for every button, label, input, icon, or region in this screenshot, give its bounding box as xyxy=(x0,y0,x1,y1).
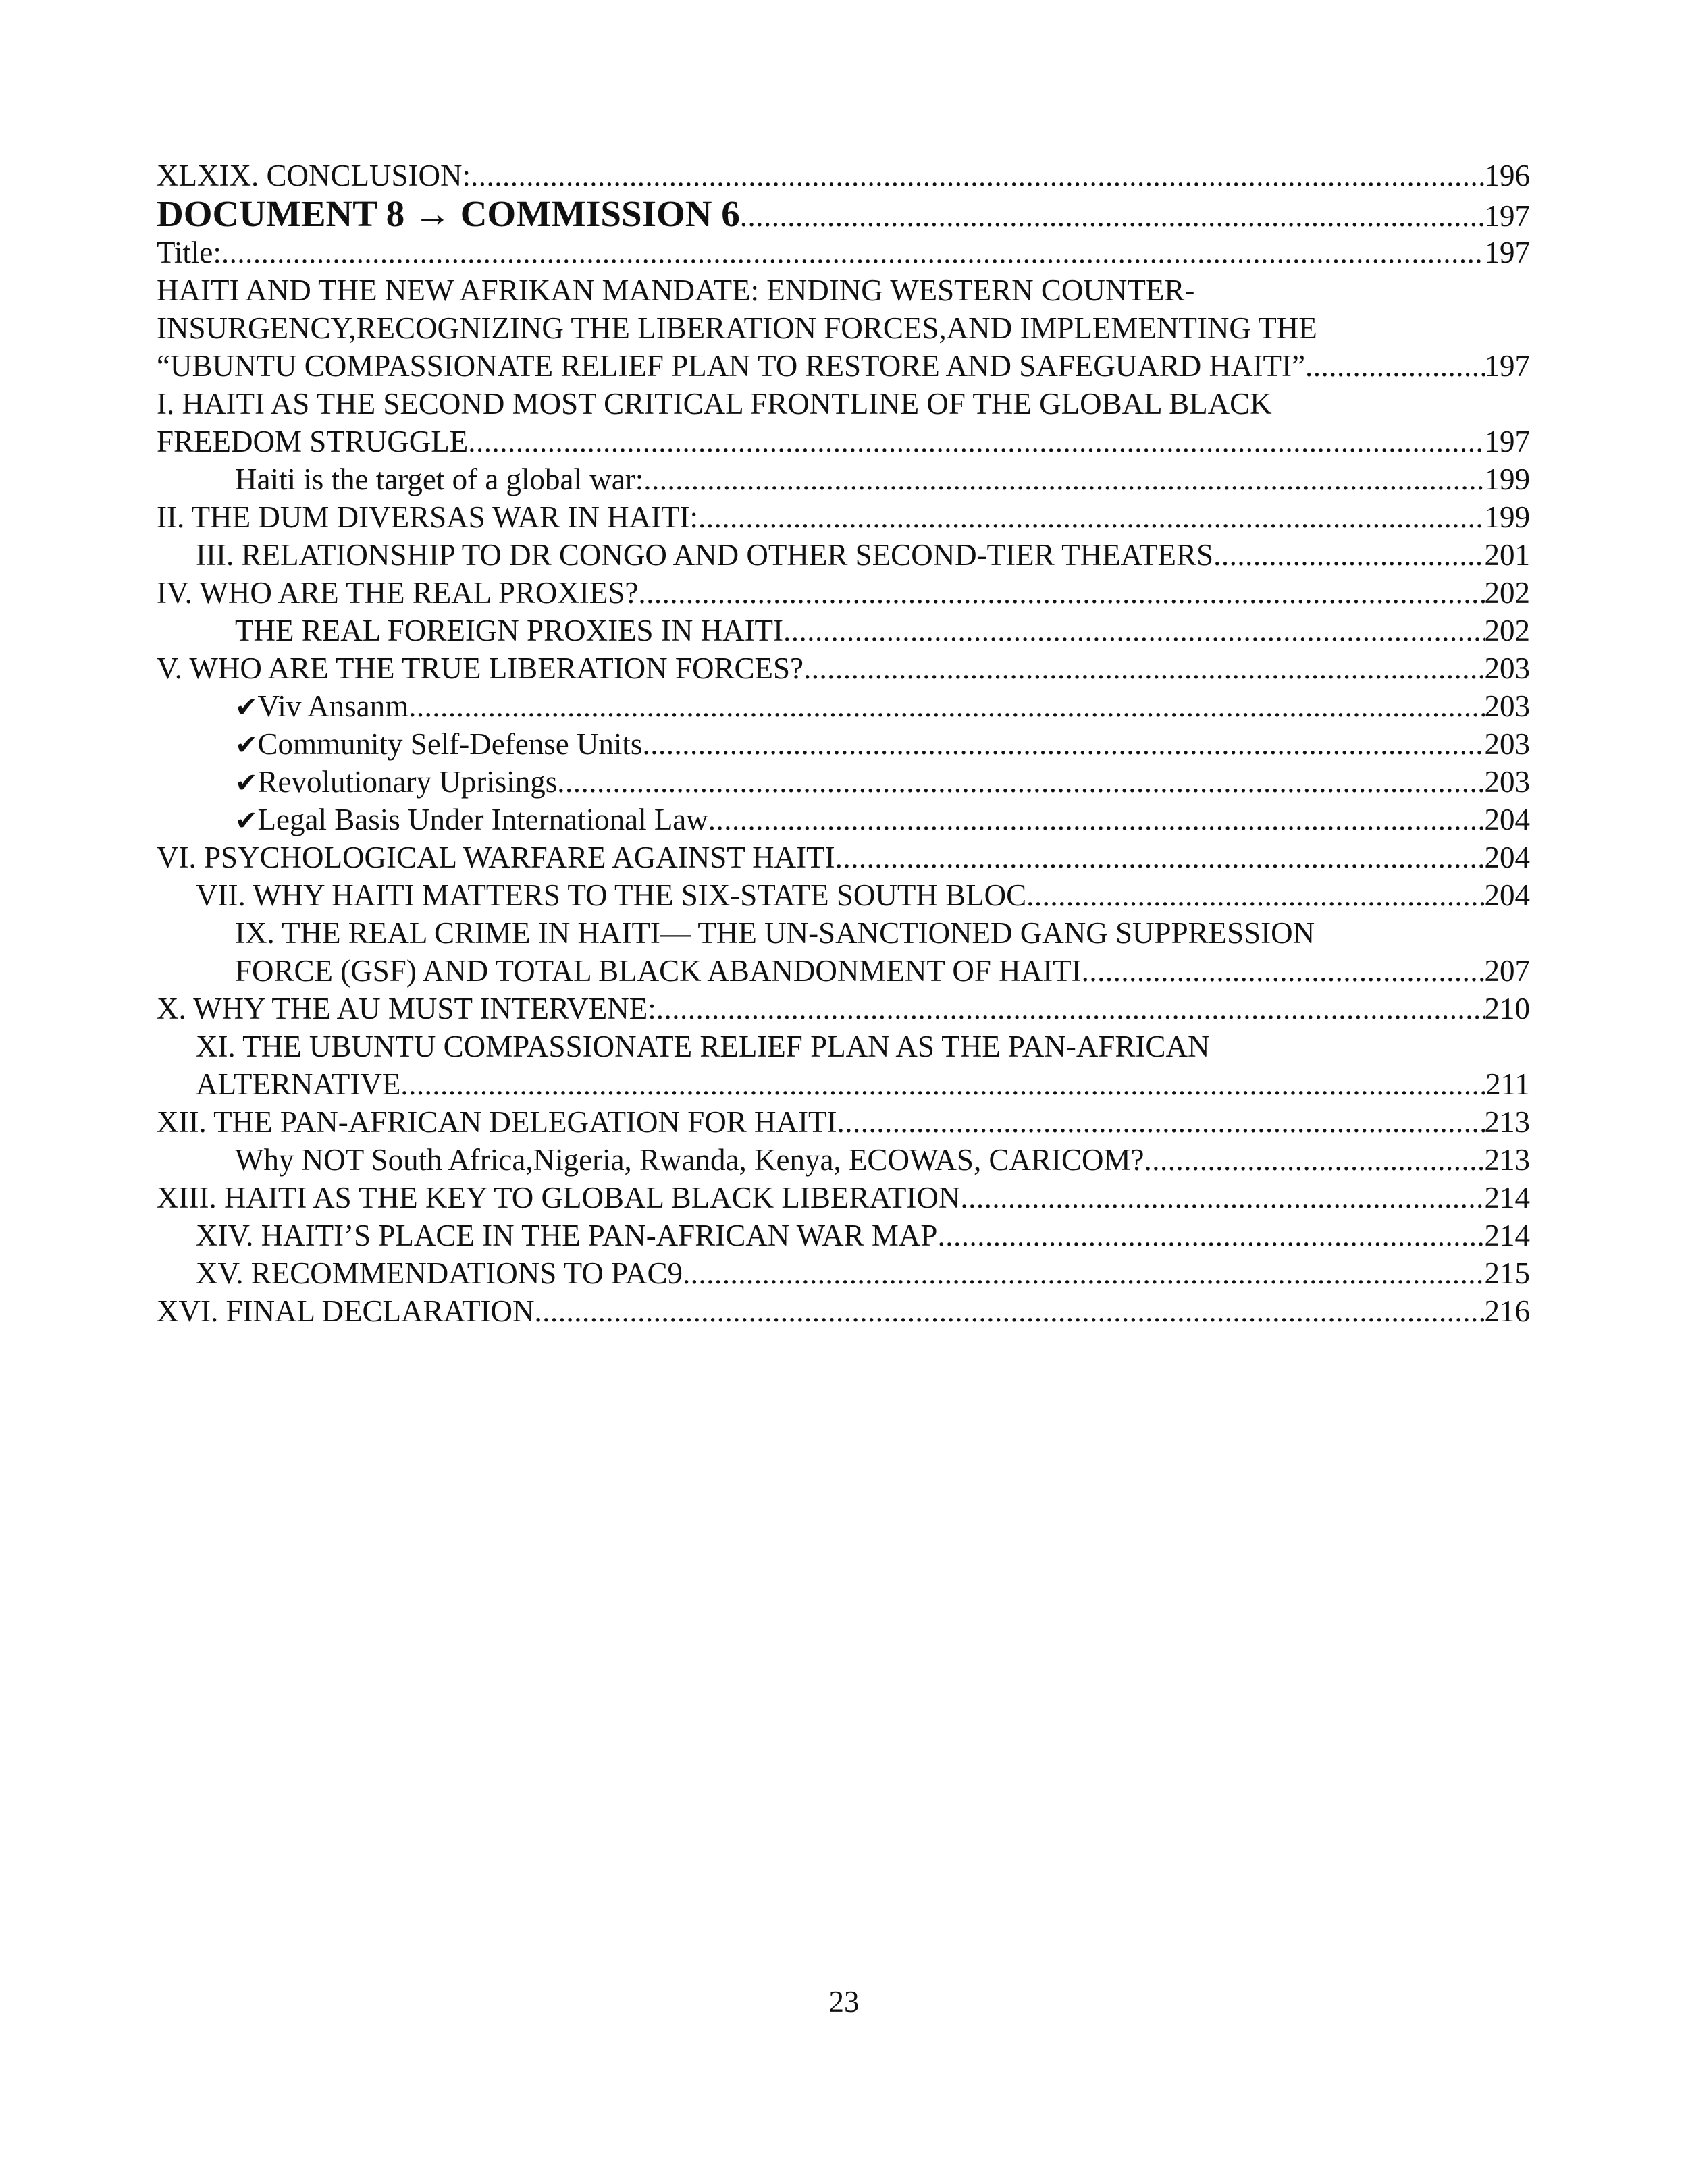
toc-page-number: 210 xyxy=(1484,992,1530,1026)
toc-entry-section-12[interactable] xyxy=(157,1103,1530,1141)
toc-entry-section-5[interactable] xyxy=(157,649,1530,687)
toc-entry-title-line: XI. THE UBUNTU COMPASSIONATE RELIEF PLAN AS THE PAN-AFRICAN xyxy=(196,1030,1210,1063)
toc-entry-section-15[interactable] xyxy=(157,1254,1530,1292)
toc-entry-title: X. WHY THE AU MUST INTERVENE: xyxy=(157,992,656,1026)
toc-entry-section-10[interactable] xyxy=(157,990,1530,1028)
toc-entry-revolutionary-uprisings[interactable] xyxy=(157,763,1530,801)
toc-entry-title: IV. WHO ARE THE REAL PROXIES? xyxy=(157,576,639,610)
toc-page-number: 203 xyxy=(1484,765,1530,799)
toc-leader-dots xyxy=(638,574,1484,612)
toc-entry-conclusion[interactable] xyxy=(157,157,1530,194)
toc-page-number: 202 xyxy=(1484,614,1530,647)
toc-entry-title: III. RELATIONSHIP TO DR CONGO AND OTHER SECOND-TIER THEATERS xyxy=(196,538,1214,572)
toc-entry-title-line: INSURGENCY,RECOGNIZING THE LIBERATION FORCES,AND IMPLEMENTING THE xyxy=(157,311,1317,345)
page-number: 23 xyxy=(828,1985,860,2019)
toc-entry-haiti-mandate[interactable] xyxy=(157,271,1530,385)
toc-entry-section-7[interactable] xyxy=(157,876,1530,914)
toc-page-number: 204 xyxy=(1484,841,1530,874)
toc-entry-title: DOCUMENT 8 → COMMISSION 6 xyxy=(157,194,740,234)
toc-entry-section-14[interactable] xyxy=(157,1217,1530,1254)
toc-page-number: 196 xyxy=(1484,159,1530,192)
toc-entry-self-defense-units[interactable] xyxy=(157,725,1530,763)
toc-leader-dots xyxy=(221,234,1485,271)
toc-leader-dots xyxy=(642,725,1484,763)
toc-leader-dots xyxy=(837,1103,1484,1141)
toc-entry-title: FREEDOM STRUGGLE xyxy=(157,425,469,458)
toc-leader-dots xyxy=(803,649,1485,687)
toc-entry-title: XVI. FINAL DECLARATION xyxy=(157,1294,535,1328)
toc-entry-title: II. THE DUM DIVERSAS WAR IN HAITI: xyxy=(157,500,699,534)
toc-entry-title: Viv Ansanm xyxy=(257,689,409,723)
toc-leader-dots xyxy=(835,838,1485,876)
toc-leader-dots xyxy=(535,1292,1485,1330)
toc-entry-title: XII. THE PAN-AFRICAN DELEGATION FOR HAITI xyxy=(157,1105,837,1139)
toc-page-number: 202 xyxy=(1484,576,1530,610)
toc-leader-dots xyxy=(408,687,1484,725)
toc-page-number: 203 xyxy=(1484,651,1530,685)
toc-entry-title-line: HAITI AND THE NEW AFRIKAN MANDATE: ENDING WESTERN COUNTER- xyxy=(157,273,1195,307)
toc-entry-legal-basis[interactable] xyxy=(157,801,1530,838)
toc-leader-dots xyxy=(1082,952,1485,990)
toc-leader-dots xyxy=(656,990,1485,1028)
toc-entry-why-not[interactable] xyxy=(157,1141,1530,1179)
toc-leader-dots xyxy=(1144,1141,1484,1179)
toc-page-number: 207 xyxy=(1484,954,1530,988)
toc-leader-dots xyxy=(698,498,1484,536)
toc-page-number: 197 xyxy=(1484,349,1530,383)
toc-entry-title: Why NOT South Africa,Nigeria, Rwanda, Kenya, ECOWAS, CARICOM? xyxy=(235,1143,1144,1177)
toc-entry-title: V. WHO ARE THE TRUE LIBERATION FORCES? xyxy=(157,651,803,685)
toc-leader-dots xyxy=(557,763,1484,801)
toc-leader-dots xyxy=(1213,536,1484,574)
toc-page-number: 213 xyxy=(1484,1143,1530,1177)
toc-entry-section-11[interactable] xyxy=(157,1028,1530,1103)
toc-page-number: 215 xyxy=(1484,1256,1530,1290)
toc-page-number: 216 xyxy=(1484,1294,1530,1328)
toc-entry-title: VII. WHY HAITI MATTERS TO THE SIX-STATE SOUTH BLOC xyxy=(196,878,1027,912)
toc-entry-title: Community Self-Defense Units xyxy=(257,727,643,761)
toc-leader-dots xyxy=(1026,876,1484,914)
toc-leader-dots xyxy=(708,801,1485,838)
table-of-contents xyxy=(157,157,1530,1330)
toc-entry-title: FORCE (GSF) AND TOTAL BLACK ABANDONMENT OF HAITI xyxy=(235,954,1082,988)
toc-entry-title: XV. RECOMMENDATIONS TO PAC9 xyxy=(196,1256,683,1290)
toc-entry-global-war[interactable] xyxy=(157,460,1530,498)
toc-entry-title: XLXIX. CONCLUSION: xyxy=(157,159,471,192)
toc-entry-title: THE REAL FOREIGN PROXIES IN HAITI xyxy=(235,614,784,647)
toc-entry-section-2[interactable] xyxy=(157,498,1530,536)
toc-leader-dots xyxy=(1305,347,1485,385)
toc-page-number: 199 xyxy=(1484,462,1530,496)
toc-page-number: 197 xyxy=(1484,236,1530,269)
toc-entry-title: VI. PSYCHOLOGICAL WARFARE AGAINST HAITI xyxy=(157,841,835,874)
toc-entry-section-13[interactable] xyxy=(157,1179,1530,1217)
checkmark-icon: ✔ xyxy=(235,768,258,799)
toc-entry-title: Legal Basis Under International Law xyxy=(257,803,708,836)
toc-page-number: 197 xyxy=(1484,425,1530,458)
toc-entry-section-6[interactable] xyxy=(157,838,1530,876)
toc-entry-section-4[interactable] xyxy=(157,574,1530,612)
toc-entry-title: “UBUNTU COMPASSIONATE RELIEF PLAN TO RESTORE AND SAFEGUARD HAITI” xyxy=(157,349,1305,383)
toc-page-number: 211 xyxy=(1485,1067,1530,1101)
toc-leader-dots xyxy=(960,1179,1484,1217)
toc-page-number: 197 xyxy=(1484,199,1530,233)
toc-page-number: 213 xyxy=(1484,1105,1530,1139)
toc-page-number: 203 xyxy=(1484,727,1530,761)
toc-entry-section-16[interactable] xyxy=(157,1292,1530,1330)
toc-page-number: 204 xyxy=(1484,803,1530,836)
toc-entry-section-1[interactable] xyxy=(157,385,1530,460)
toc-entry-section-3[interactable] xyxy=(157,536,1530,574)
toc-leader-dots xyxy=(783,612,1484,649)
checkmark-icon: ✔ xyxy=(235,805,258,836)
toc-leader-dots xyxy=(683,1254,1485,1292)
toc-entry-foreign-proxies[interactable] xyxy=(157,612,1530,649)
toc-leader-dots xyxy=(468,423,1484,460)
toc-entry-section-9[interactable] xyxy=(157,914,1530,990)
toc-entry-title: ALTERNATIVE xyxy=(196,1067,401,1101)
toc-page-number: 199 xyxy=(1484,500,1530,534)
toc-entry-title-label[interactable] xyxy=(157,234,1530,271)
toc-entry-title-line: IX. THE REAL CRIME IN HAITI— THE UN-SANCTIONED GANG SUPPRESSION xyxy=(235,916,1315,950)
toc-page-number: 214 xyxy=(1484,1181,1530,1215)
toc-page-number: 214 xyxy=(1484,1219,1530,1252)
toc-entry-document-heading[interactable] xyxy=(157,194,1530,234)
toc-page-number: 204 xyxy=(1484,878,1530,912)
checkmark-icon: ✔ xyxy=(235,692,258,723)
checkmark-icon: ✔ xyxy=(235,730,258,761)
toc-entry-title: XIV. HAITI’S PLACE IN THE PAN-AFRICAN WAR MAP xyxy=(196,1219,938,1252)
toc-entry-title-line: I. HAITI AS THE SECOND MOST CRITICAL FRONTLINE OF THE GLOBAL BLACK xyxy=(157,387,1272,421)
toc-entry-title: Revolutionary Uprisings xyxy=(257,765,558,799)
toc-entry-viv-ansanm[interactable] xyxy=(157,687,1530,725)
toc-leader-dots xyxy=(643,460,1484,498)
toc-leader-dots xyxy=(400,1065,1485,1103)
toc-leader-dots xyxy=(740,196,1485,234)
toc-entry-title: Title: xyxy=(157,236,221,269)
toc-entry-title: Haiti is the target of a global war: xyxy=(235,462,644,496)
toc-page-number: 203 xyxy=(1484,689,1530,723)
toc-leader-dots xyxy=(471,157,1485,194)
toc-entry-title: XIII. HAITI AS THE KEY TO GLOBAL BLACK LIBERATION xyxy=(157,1181,961,1215)
toc-page-number: 201 xyxy=(1484,538,1530,572)
toc-leader-dots xyxy=(937,1217,1484,1254)
